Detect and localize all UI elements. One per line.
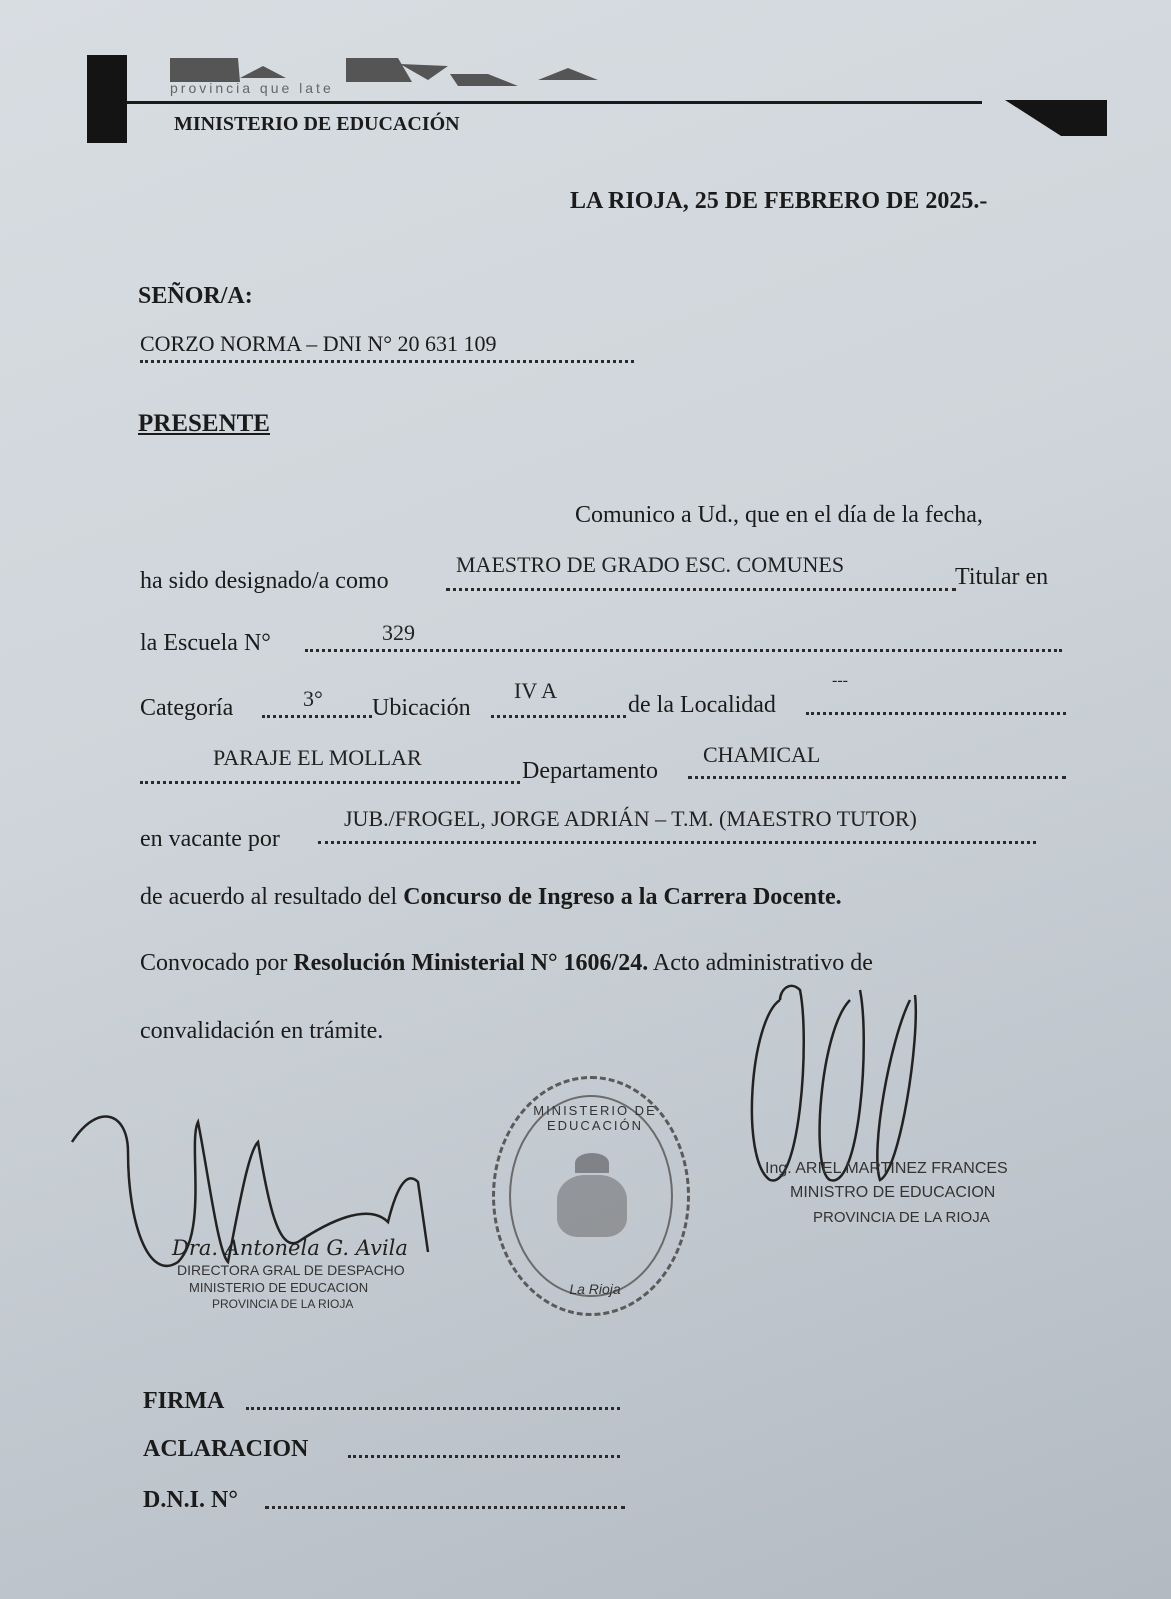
right-signature-name: Ing. ARIEL MARTINEZ FRANCES <box>765 1160 1008 1177</box>
titular-label: Titular en <box>955 564 1049 590</box>
recipient-label: SEÑOR/A: <box>138 283 253 309</box>
left-black-bar <box>87 55 127 143</box>
location-label: Ubicación <box>372 695 471 721</box>
firma-label: FIRMA <box>143 1388 225 1414</box>
vacancy-dots <box>318 841 1036 844</box>
dni-label: D.N.I. N° <box>143 1487 238 1513</box>
right-signature-role: MINISTRO DE EDUCACION <box>790 1184 996 1201</box>
ministry-seal <box>492 1076 690 1316</box>
resolution-tail: Acto administrativo de <box>648 950 873 976</box>
resolution-number: Resolución Ministerial N° 1606/24. <box>293 950 649 976</box>
right-black-tab <box>1005 100 1107 136</box>
designated-prefix: ha sido designado/a como <box>140 568 389 594</box>
department-label: Departamento <box>522 758 658 784</box>
aclaracion-label: ACLARACION <box>143 1436 309 1462</box>
left-signature-role: DIRECTORA GRAL DE DESPACHO <box>177 1262 405 1278</box>
locality-label: de la Localidad <box>628 692 776 718</box>
category-label: Categoría <box>140 695 234 721</box>
department-dots <box>688 776 1066 779</box>
school-dots <box>305 649 1062 652</box>
locality-dots <box>806 712 1066 715</box>
resolution-line <box>140 950 1100 977</box>
contest-line <box>140 884 1080 911</box>
school-label: la Escuela N° <box>140 630 271 656</box>
recipient-dots <box>140 360 634 363</box>
vacancy-value: JUB./FROGEL, JORGE ADRIÁN – T.M. (MAESTRO TUTOR) <box>344 806 917 831</box>
category-dots <box>262 715 372 718</box>
position-value: MAESTRO DE GRADO ESC. COMUNES <box>456 552 845 577</box>
left-signature-province: PROVINCIA DE LA RIOJA <box>212 1297 354 1311</box>
category-value: 3° <box>303 686 323 711</box>
recipient-name: CORZO NORMA – DNI N° 20 631 109 <box>140 331 497 356</box>
header-rule <box>127 101 982 104</box>
department-value: CHAMICAL <box>703 742 821 767</box>
location-dots <box>491 715 626 718</box>
firma-dots <box>246 1407 620 1410</box>
seal-top-text: MINISTERIO DE EDUCACIÓN <box>533 1103 657 1133</box>
left-signature-org: MINISTERIO DE EDUCACION <box>189 1280 369 1295</box>
intro-line: Comunico a Ud., que en el día de la fecha, <box>575 502 983 528</box>
convalidation-line: convalidación en trámite. <box>140 1018 384 1044</box>
dni-dots <box>265 1506 625 1509</box>
contest-text: de acuerdo al resultado del <box>140 884 404 910</box>
ministry-header: MINISTERIO DE EDUCACIÓN <box>174 113 460 135</box>
vacancy-label: en vacante por <box>140 826 280 852</box>
position-dots <box>446 588 956 591</box>
right-signature-province: PROVINCIA DE LA RIOJA <box>813 1209 990 1226</box>
location-value: IV A <box>514 678 557 703</box>
resolution-text: Convocado por <box>140 950 294 976</box>
logo-tagline: provincia que late <box>170 80 334 96</box>
locality-mark: --- <box>832 672 848 689</box>
date-line: LA RIOJA, 25 DE FEBRERO DE 2025.- <box>570 188 988 214</box>
school-number: 329 <box>382 620 415 645</box>
contest-name: Concurso de Ingreso a la Carrera Docente. <box>403 884 842 910</box>
seal-bottom-text: La Rioja <box>569 1281 621 1297</box>
locality-value-dots <box>140 781 520 784</box>
left-signature-name: Dra. Antonela G. Avila <box>172 1236 408 1260</box>
aclaracion-dots <box>348 1455 620 1458</box>
seal-emblem-icon <box>557 1175 627 1237</box>
presente-label: PRESENTE <box>138 410 270 437</box>
locality-value: PARAJE EL MOLLAR <box>213 745 422 770</box>
seal-sun-icon <box>575 1153 609 1173</box>
